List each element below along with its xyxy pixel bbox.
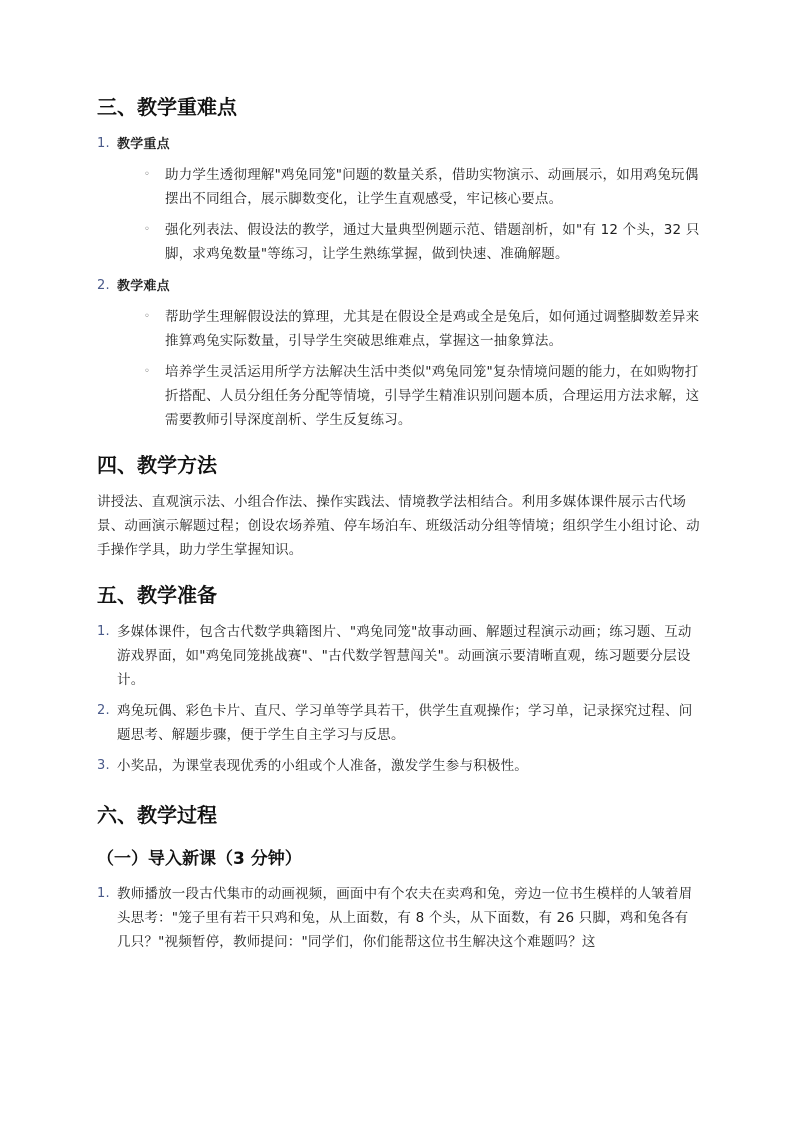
list-item — [97, 274, 702, 432]
list-number: 1. — [97, 136, 110, 151]
document-page — [97, 92, 702, 954]
section-title-preparation: 五、教学准备 — [97, 583, 217, 607]
methods-paragraph: 讲授法、直观演示法、小组合作法、操作实践法、情境教学法相结合。利用多媒体课件展示古代场景、动画演示解题过程；创设农场养殖、停车场泊车、班级活动分组等情境；组织学生小组讨论、动手操作学具，助力学生掌握知识。 — [97, 494, 700, 558]
sub-list-text: 培养学生灵活运用所学方法解决生活中类似"鸡兔同笼"复杂情境问题的能力，在如购物打折搭配、人员分组任务分配等情境，引导学生精准识别问题本质，合理运用方法求解，这需要教师引导深度剖析、学生反复练习。 — [165, 364, 700, 428]
sub-list-item — [117, 163, 702, 211]
list-heading: 教学难点 — [117, 279, 170, 294]
list-item — [97, 699, 702, 747]
process-list — [97, 882, 702, 954]
section-title-process: 六、教学过程 — [97, 803, 217, 827]
list-item — [97, 132, 702, 266]
section-title-key-points: 三、教学重难点 — [97, 95, 237, 119]
list-text: 鸡兔玩偶、彩色卡片、直尺、学习单等学具若干，供学生直观操作；学习单，记录探究过程、问题思考、解题步骤，便于学生自主学习与反思。 — [117, 703, 693, 743]
sub-list-text: 助力学生透彻理解"鸡兔同笼"问题的数量关系，借助实物演示、动画展示，如用鸡兔玩偶摆出不同组合，展示脚数变化，让学生直观感受，牢记核心要点。 — [165, 167, 699, 207]
list-text: 教师播放一段古代集市的动画视频，画面中有个农夫在卖鸡和兔，旁边一位书生模样的人皱着眉头思考："笼子里有若干只鸡和兔，从上面数，有 8 个头，从下面数，有 26 只脚，鸡和兔各有几只？"视频暂停，教师提问："同学们，你们能帮这位书生解决这个难题吗？这 — [117, 886, 693, 950]
sub-list-text: 帮助学生理解假设法的算理，尤其是在假设全是鸡或全是兔后，如何通过调整脚数差异来推算鸡兔实际数量，引导学生突破思维难点，掌握这一抽象算法。 — [165, 309, 700, 349]
list-item — [97, 754, 702, 778]
list-text: 小奖品，为课堂表现优秀的小组或个人准备，激发学生参与积极性。 — [117, 758, 528, 774]
sub-list-text: 强化列表法、假设法的教学，通过大量典型例题示范、错题剖析，如"有 12 个头，32 只脚，求鸡兔数量"等练习，让学生熟练掌握，做到快速、准确解题。 — [165, 222, 700, 262]
list-number: 1. — [97, 886, 110, 901]
bullet-icon: ◦ — [144, 311, 151, 322]
list-number: 2. — [97, 703, 110, 718]
sub-list — [117, 305, 702, 432]
bullet-icon: ◦ — [144, 169, 151, 180]
list-number: 3. — [97, 758, 110, 773]
sub-list-item — [117, 360, 702, 432]
key-points-list — [97, 132, 702, 432]
list-number: 2. — [97, 278, 110, 293]
list-item — [97, 620, 702, 692]
list-heading: 教学重点 — [117, 137, 170, 152]
bullet-icon: ◦ — [144, 224, 151, 235]
bullet-icon: ◦ — [144, 366, 151, 377]
list-number: 1. — [97, 624, 110, 639]
sub-list-item — [117, 218, 702, 266]
section-title-methods: 四、教学方法 — [97, 453, 217, 477]
list-text: 多媒体课件，包含古代数学典籍图片、"鸡兔同笼"故事动画、解题过程演示动画；练习题、互动游戏界面，如"鸡兔同笼挑战赛"、"古代数学智慧闯关"。动画演示要清晰直观，练习题要分层设计。 — [117, 624, 692, 688]
subsection-title-intro: （一）导入新课（3 分钟） — [97, 849, 302, 869]
sub-list-item — [117, 305, 702, 353]
sub-list — [117, 163, 702, 266]
preparation-list — [97, 620, 702, 778]
list-item — [97, 882, 702, 954]
